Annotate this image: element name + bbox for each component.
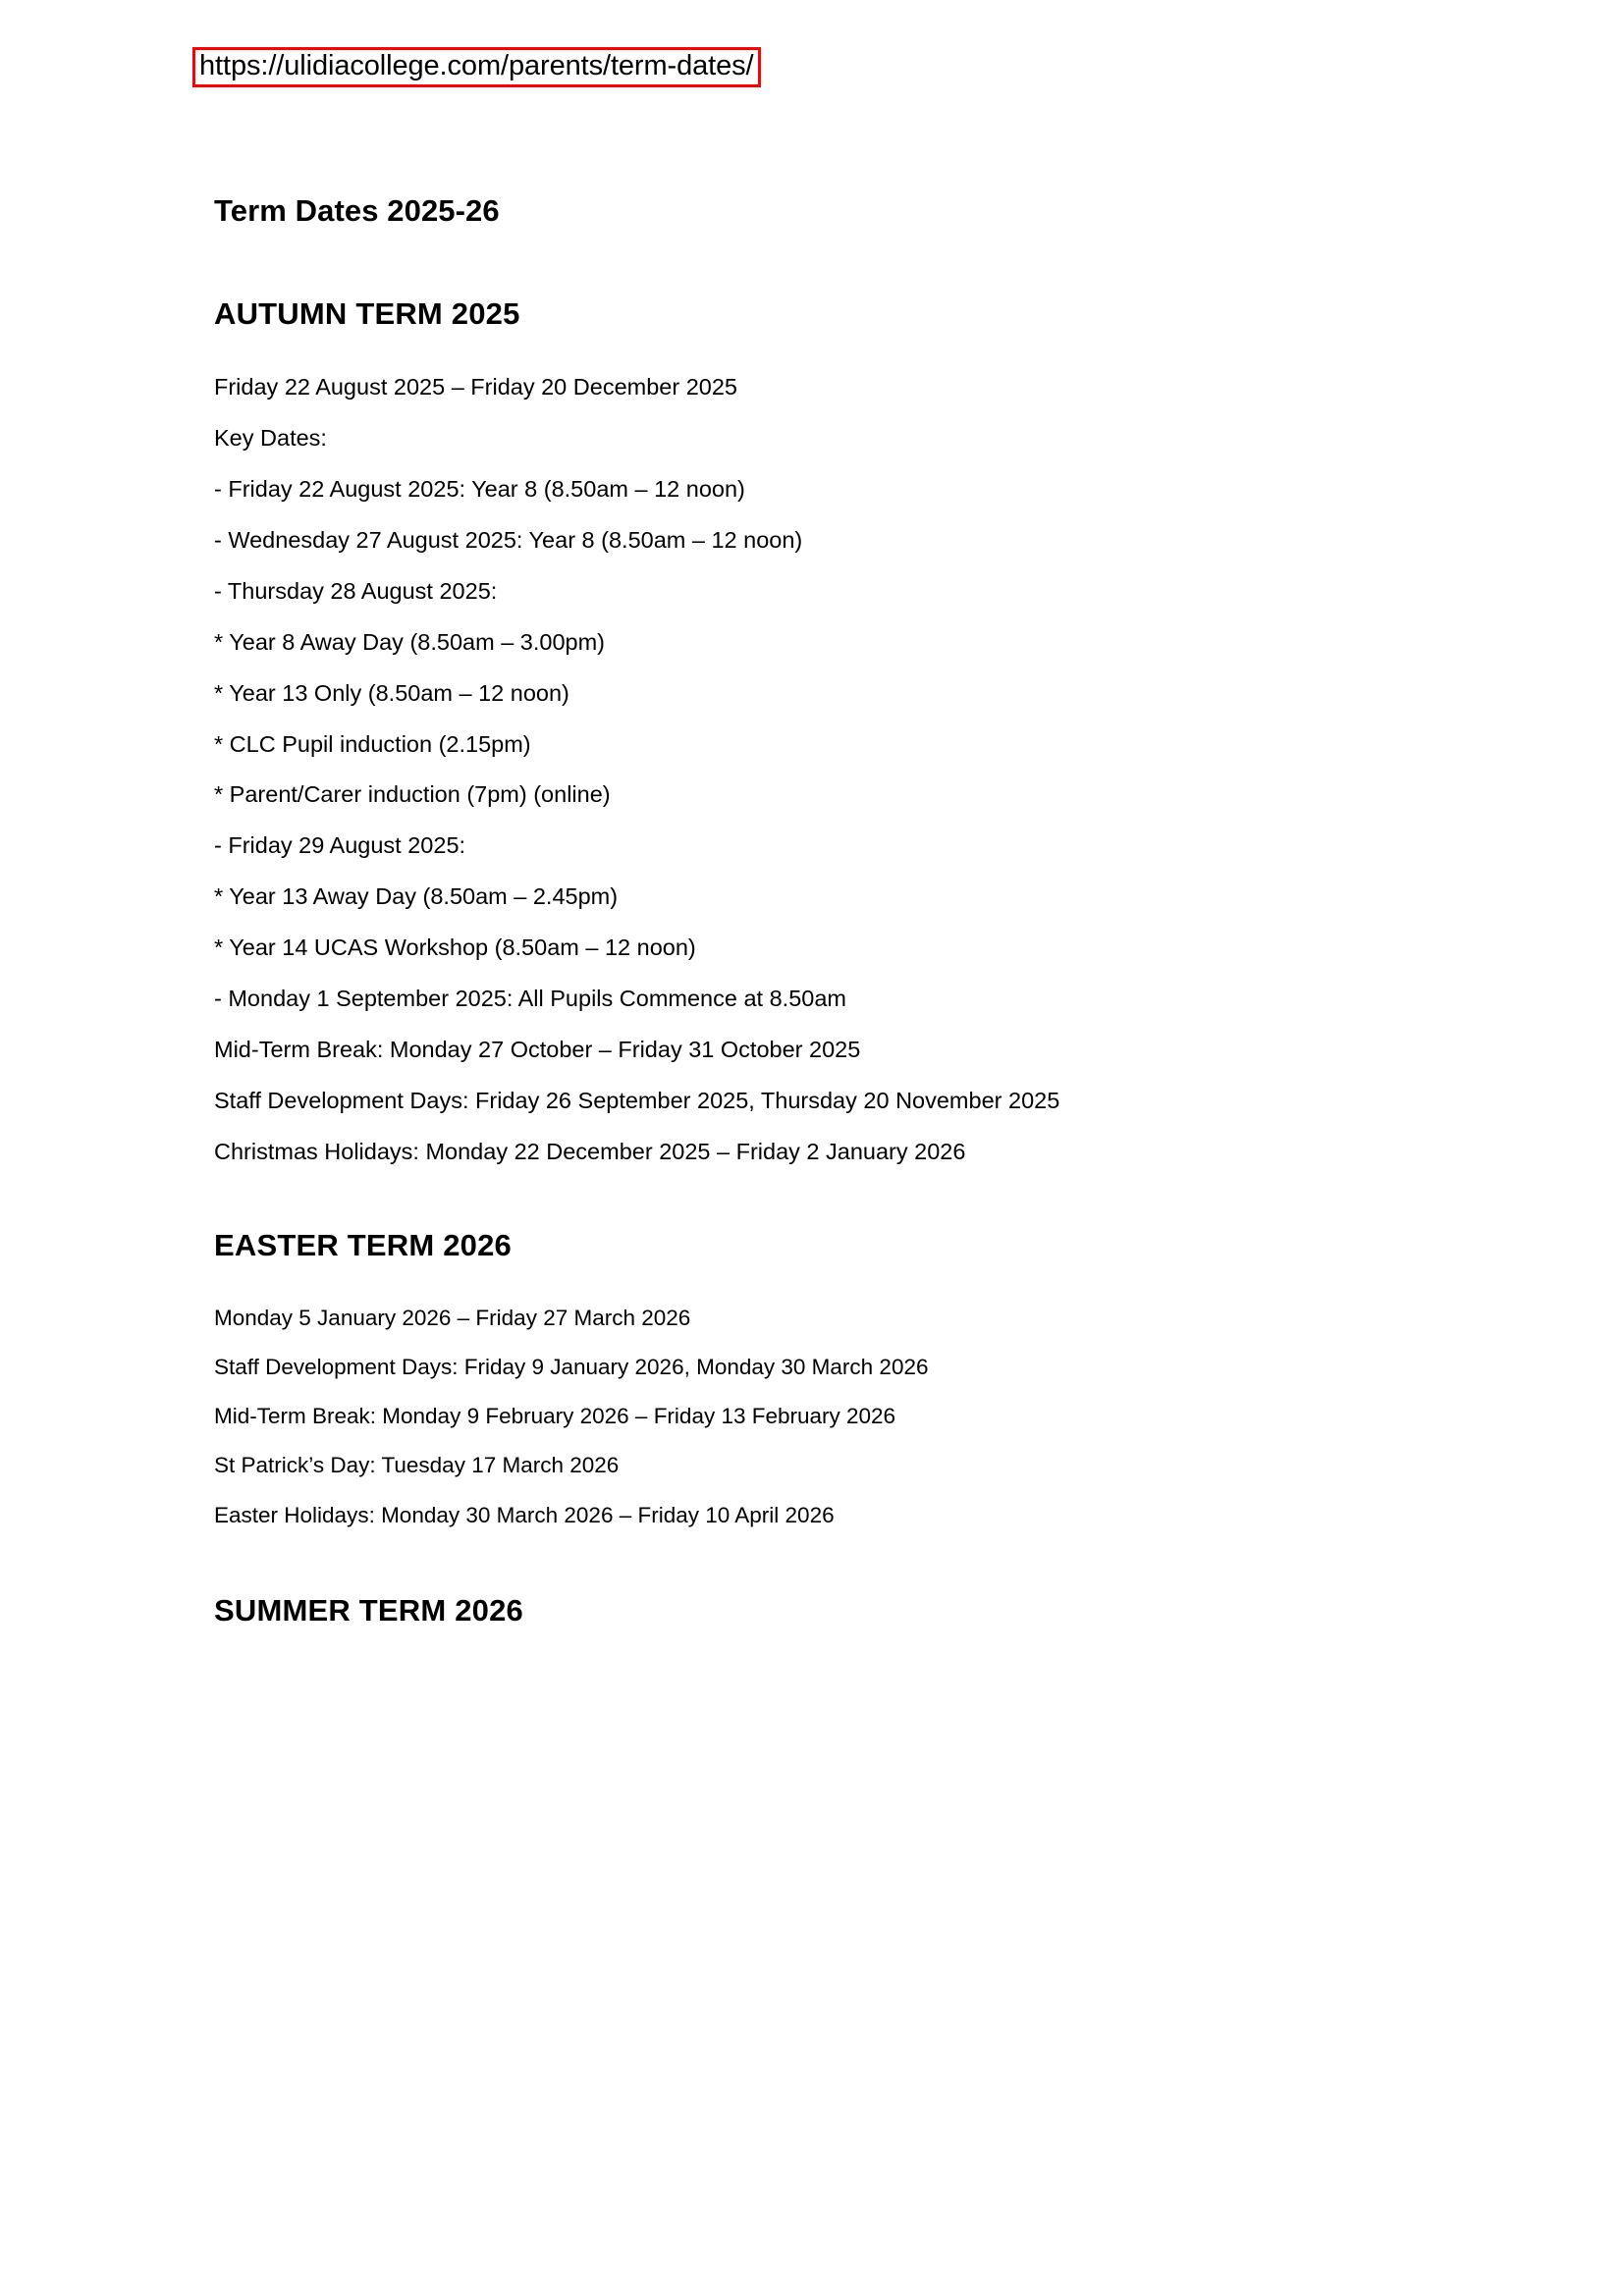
term-line: * Year 13 Only (8.50am – 12 noon) <box>214 679 569 706</box>
term-line: - Friday 22 August 2025: Year 8 (8.50am – 12 noon) <box>214 476 745 503</box>
term-line: St Patrick’s Day: Tuesday 17 March 2026 <box>214 1453 620 1478</box>
term-line: Christmas Holidays: Monday 22 December 2025 – Friday 2 January 2026 <box>214 1138 966 1164</box>
page-url[interactable]: https://ulidiacollege.com/parents/term-dates/ <box>199 50 754 81</box>
section-heading-summer: SUMMER TERM 2026 <box>214 1592 523 1628</box>
term-line: Easter Holidays: Monday 30 March 2026 – Friday 10 April 2026 <box>214 1502 835 1527</box>
term-line: Key Dates: <box>214 425 327 452</box>
term-line: Mid-Term Break: Monday 27 October – Friday 31 October 2025 <box>214 1036 861 1062</box>
term-line: * Year 14 UCAS Workshop (8.50am – 12 noon) <box>214 934 696 960</box>
term-line: - Friday 29 August 2025: <box>214 832 466 859</box>
term-line: Staff Development Days: Friday 26 September 2025, Thursday 20 November 2025 <box>214 1087 1060 1113</box>
section-heading-autumn: AUTUMN TERM 2025 <box>214 296 520 332</box>
document-content <box>214 192 1490 1629</box>
term-line: * Year 13 Away Day (8.50am – 2.45pm) <box>214 883 619 910</box>
term-line: - Thursday 28 August 2025: <box>214 577 498 604</box>
term-line: Staff Development Days: Friday 9 January 2026, Monday 30 March 2026 <box>214 1355 929 1380</box>
section-heading-easter: EASTER TERM 2026 <box>214 1227 512 1262</box>
term-line: Mid-Term Break: Monday 9 February 2026 – Friday 13 February 2026 <box>214 1404 896 1429</box>
term-line: - Wednesday 27 August 2025: Year 8 (8.50am – 12 noon) <box>214 527 803 553</box>
term-line: Monday 5 January 2026 – Friday 27 March 2026 <box>214 1306 691 1331</box>
term-line: Friday 22 August 2025 – Friday 20 December 2025 <box>214 374 737 400</box>
page-title: Term Dates 2025-26 <box>214 193 500 228</box>
url-highlight-box <box>192 47 761 87</box>
url-annotation <box>192 47 761 87</box>
term-line: * CLC Pupil induction (2.15pm) <box>214 730 531 757</box>
term-line: * Parent/Carer induction (7pm) (online) <box>214 781 611 808</box>
term-line: - Monday 1 September 2025: All Pupils Commence at 8.50am <box>214 985 846 1011</box>
term-line: * Year 8 Away Day (8.50am – 3.00pm) <box>214 628 605 655</box>
